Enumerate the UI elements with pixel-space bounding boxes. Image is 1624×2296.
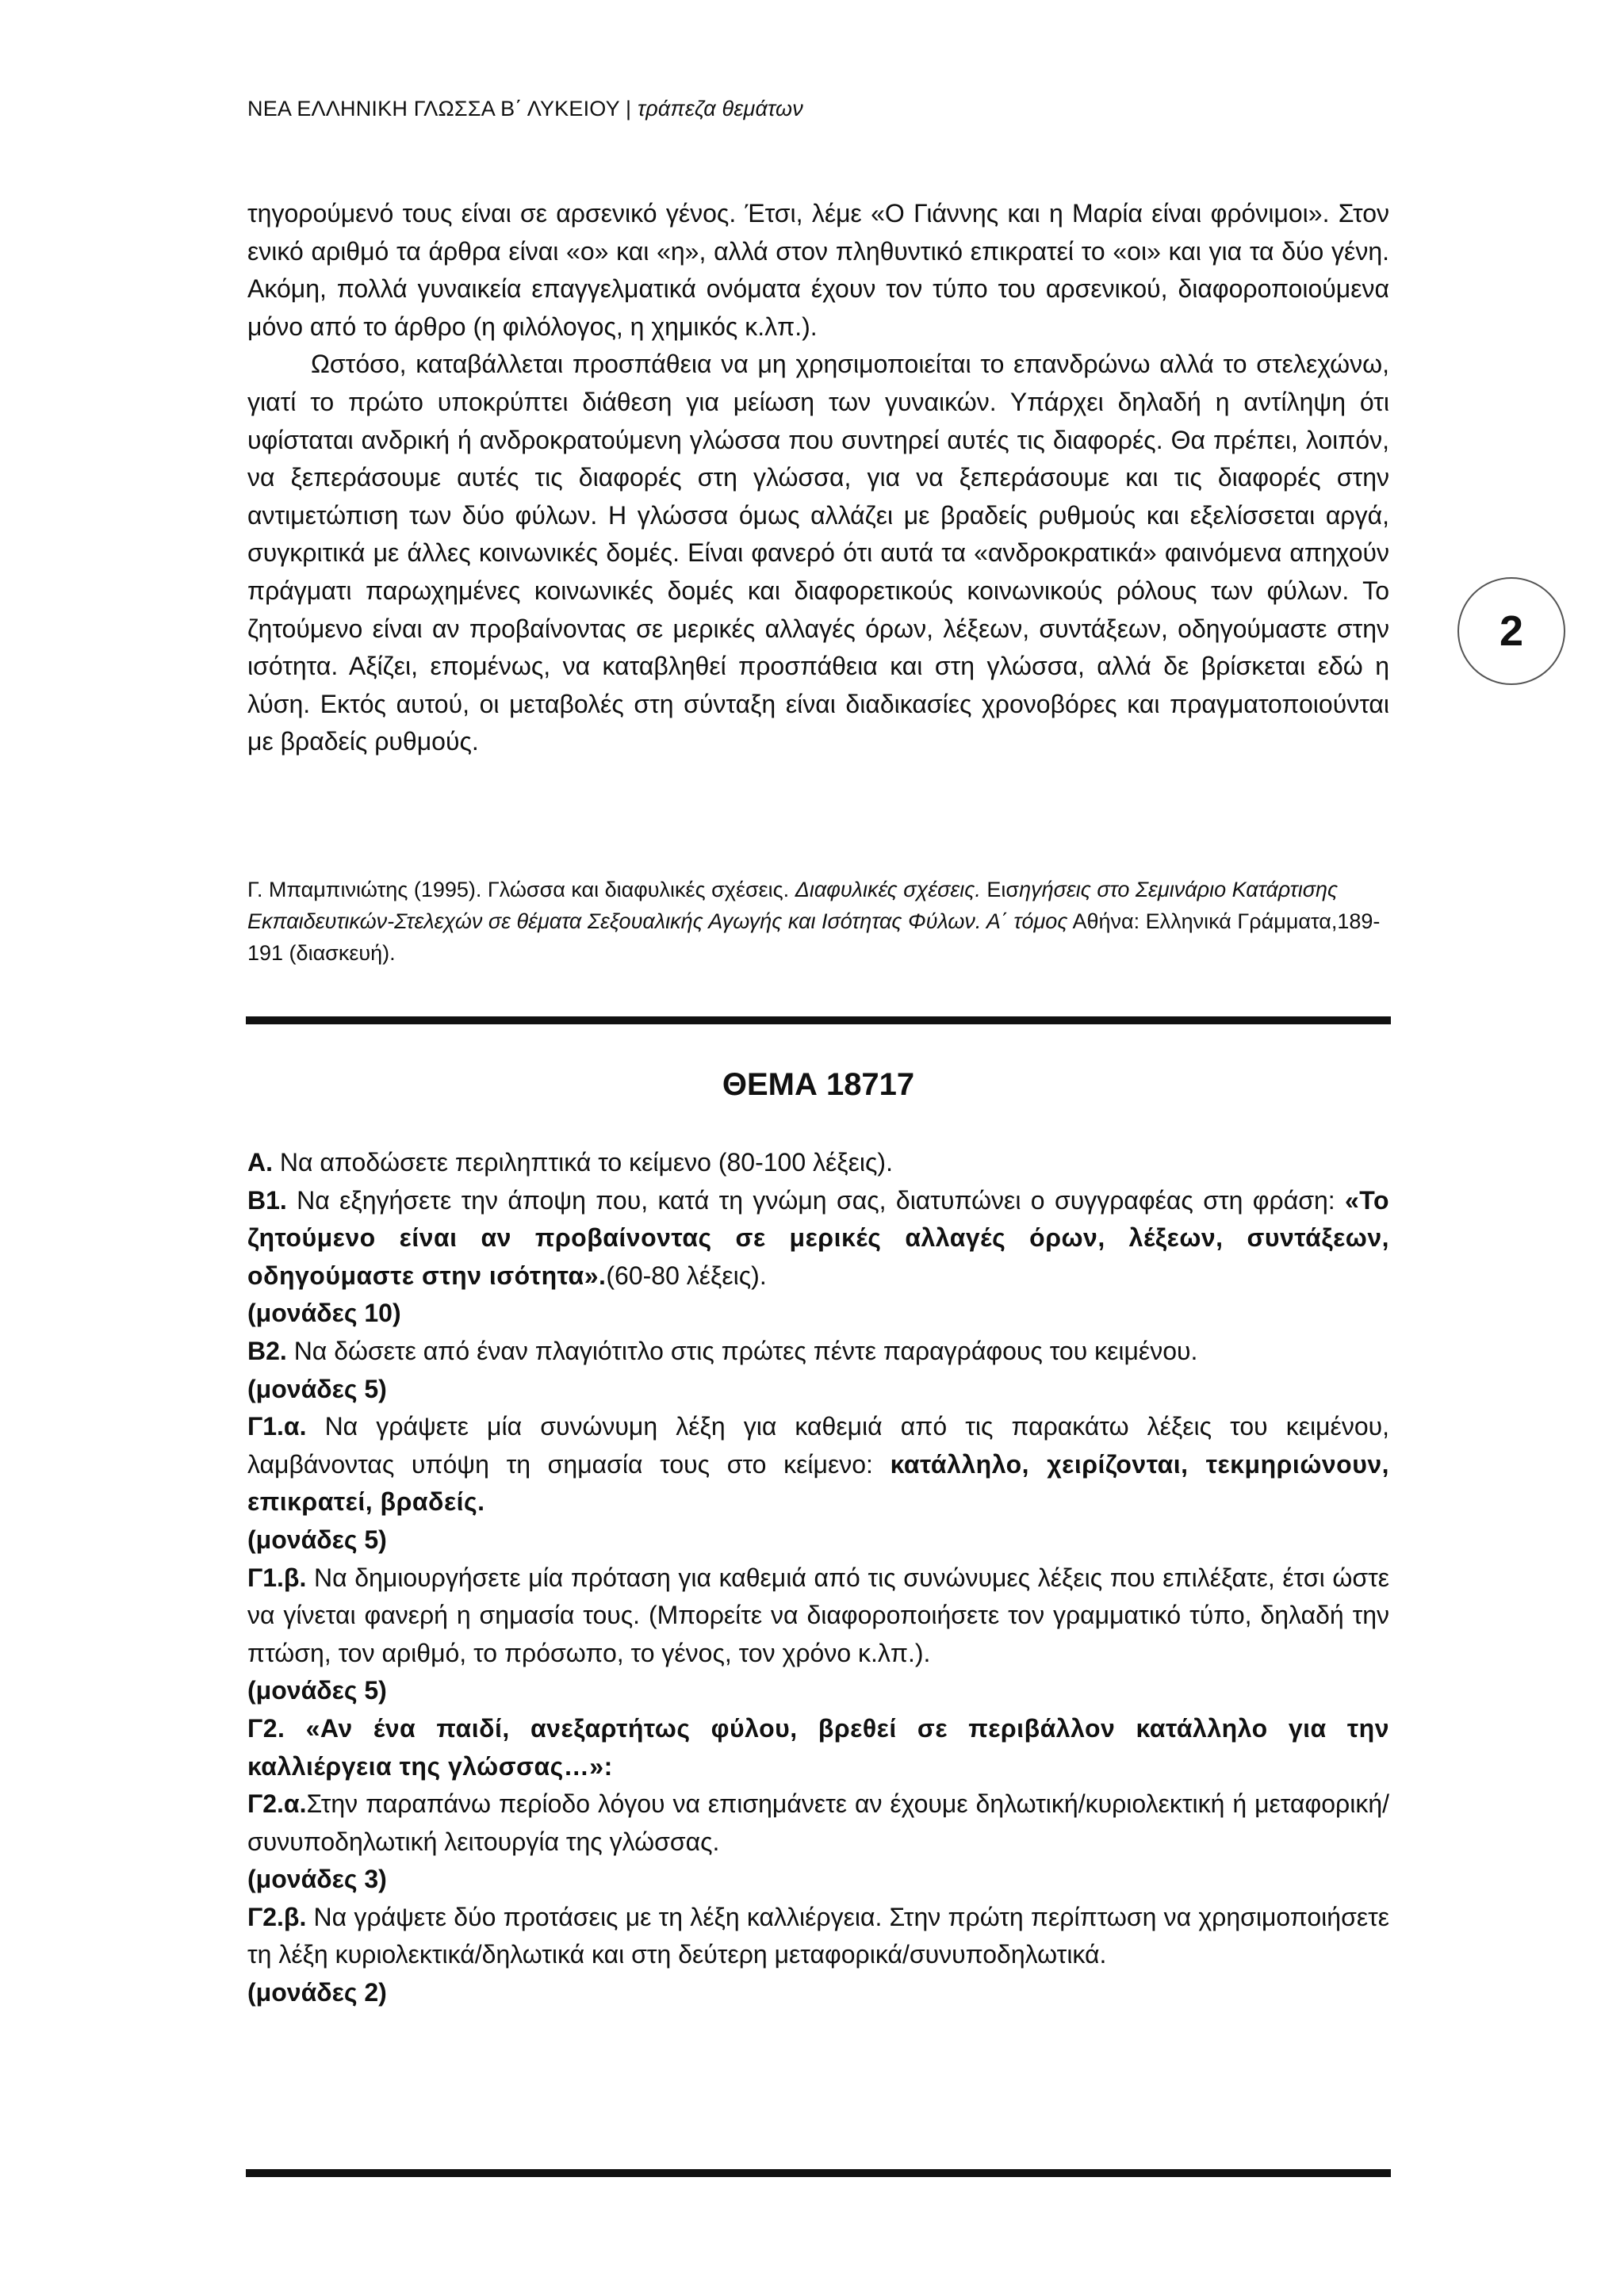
question-g1a [247, 1408, 1389, 1521]
question-g2b-label: Γ2.β. [247, 1902, 307, 1931]
source-intro: Εισ [980, 878, 1020, 901]
question-g2a-text: Στην παραπάνω περίοδο λόγου να επισημάνετε αν έχουμε δηλωτική/κυριολεκτική ή μεταφορική/συνυποδηλωτική λειτουργία της γλώσσας. [247, 1789, 1389, 1856]
question-g2 [247, 1710, 1389, 1785]
question-b1-label: Β1. [247, 1185, 287, 1215]
article-body [247, 195, 1389, 761]
question-g1a-words: κατάλληλο, χειρίζονται, τεκμηριώνουν, επικρατεί, βραδείς. [247, 1449, 1390, 1517]
marks-g2a: (μονάδες 3) [247, 1865, 387, 1894]
marks-b2: (μονάδες 5) [247, 1374, 387, 1403]
source-series: ηγήσεις στο Σεμινάριο Κατάρτισης Εκπαιδευτικών-Στελεχών σε θέματα Σεξουαλικής Αγωγής και Ισότητας Φύλων. Α΄ τόμος [247, 878, 1339, 933]
divider-bottom [246, 2169, 1391, 2177]
question-a [247, 1144, 1389, 1182]
header-title: ΝΕΑ ΕΛΛΗΝΙΚΗ ΓΛΩΣΣΑ Β΄ ΛΥΚΕΙΟΥ | [247, 97, 638, 121]
question-g1a-text: Να γράψετε μία συνώνυμη λέξη για καθεμιά από τις παρακάτω λέξεις του κειμένου, λαμβάνοντας υπόψη τη σημασία τους στο κείμενο: [247, 1412, 1389, 1479]
paragraph-2: Ωστόσο, καταβάλλεται προσπάθεια να μη χρησιμοποιείται το επανδρώνω αλλά το στελεχώνω, γιατί το πρώτο υποκρύπτει διάθεση για μείωση των γυναικών. Υπάρχει δηλαδή η αντίληψη ότι υφίσταται ανδρική ή ανδροκρατούμενη γλώσσα που συντηρεί αυτές τις διαφορές. Θα πρέπει, λοιπόν, να ξεπεράσουμε αυτές τις διαφορές στη γλώσσα, για να ξεπεράσουμε και τις διαφορές στην αντιμετώπιση των δύο φύλων. Η γλώσσα όμως αλλάζει με βραδείς ρυθμούς και εξελίσσεται αργά, συγκριτικά με άλλες κοινωνικές δομές. Είναι φανερό ότι αυτά τα «ανδροκρατικά» φαινόμενα απηχούν πράγματι παρωχημένες κοινωνικές δομές και διαφορετικούς κοινωνικούς ρόλους των φύλων. Το ζητούμενο είναι αν προβαίνοντας σε μερικές αλλαγές όρων, λέξεων, συντάξεων, οδηγούμαστε στην ισότητα. Αξίζει, επομένως, να καταβληθεί προσπάθεια και στη γλώσσα, αλλά δε βρίσκεται εδώ η λύση. Εκτός αυτού, οι μεταβολές στη σύνταξη είναι διαδικασίες χρονοβόρες και πραγματοποιούνται με βραδείς ρυθμούς. [247, 350, 1389, 756]
question-g2-label: Γ2. [247, 1713, 285, 1743]
marks-g1b: (μονάδες 5) [247, 1676, 387, 1705]
question-b1-quote: «Το ζητούμενο είναι αν προβαίνοντας σε μερικές αλλαγές όρων, λέξεων, συντάξεων, οδηγούμαστε στην ισότητα». [247, 1185, 1389, 1290]
question-a-text: Να αποδώσετε περιληπτικά το κείμενο (80-100 λέξεις). [273, 1148, 893, 1177]
page-header [247, 97, 803, 121]
question-g2a-label: Γ2.α. [247, 1789, 307, 1819]
marks-b1: (μονάδες 10) [247, 1299, 401, 1328]
paragraph-1: τηγορούμενό τους είναι σε αρσενικό γένος. Έτσι, λέμε «Ο Γιάννης και η Μαρία είναι φρόνιμοι». Στον ενικό αριθμό τα άρθρα είναι «ο» και «η», αλλά στον πληθυντικό επικρατεί το «οι» και για τα δύο γένη. Ακόμη, πολλά γυναικεία επαγγελματικά ονόματα έχουν τον τύπο του αρσενικού, διαφοροποιούμενα μόνο από το άρθρο (η φιλόλογος, η χημικός κ.λπ.). [247, 199, 1389, 341]
question-g1a-label: Γ1.α. [247, 1412, 307, 1441]
source-citation [247, 874, 1389, 969]
page-number-badge [1457, 577, 1565, 685]
question-b1-tail: (60-80 λέξεις). [606, 1261, 767, 1290]
source-book: Διαφυλικές σχέσεις. [795, 878, 981, 901]
question-b1-text: Να εξηγήσετε την άποψη που, κατά τη γνώμη σας, διατυπώνει ο συγγραφέας στη φράση: [286, 1185, 1345, 1215]
question-g1b-label: Γ1.β. [247, 1563, 307, 1592]
question-g2a [247, 1785, 1389, 1861]
question-g1b [247, 1559, 1389, 1673]
marks-g2b: (μονάδες 2) [247, 1978, 387, 2007]
header-subtitle: τράπεζα θεμάτων [637, 97, 803, 121]
question-b1 [247, 1182, 1389, 1295]
question-b2-text: Να δώσετε από έναν πλαγιότιτλο στις πρώτες πέντε παραγράφους του κειμένου. [286, 1336, 1198, 1365]
topic-title: ΘΕΜΑ 18717 [722, 1067, 915, 1102]
question-a-label: Α. [247, 1148, 273, 1177]
question-g2b-text: Να γράψετε δύο προτάσεις με τη λέξη καλλιέργεια. Στην πρώτη περίπτωση να χρησιμοποιήσετε τη λέξη κυριολεκτικά/δηλωτικά και στη δεύτερη μεταφορικά/συνυποδηλωτικά. [247, 1902, 1389, 1969]
question-g2-text: «Αν ένα παιδί, ανεξαρτήτως φύλου, βρεθεί σε περιβάλλον κατάλληλο για την καλλιέργεια της γλώσσας…»: [247, 1713, 1389, 1781]
question-g2b [247, 1899, 1389, 1974]
source-publisher: Αθήνα: Ελληνικά Γράμματα,189-191 (διασκευή). [247, 909, 1381, 965]
question-g1b-text: Να δημιουργήσετε μία πρόταση για καθεμιά από τις συνώνυμες λέξεις που επιλέξατε, έτσι ώστε να γίνεται φανερή η σημασία τους. (Μπορείτε να διαφοροποιήσετε τον γραμματικό τύπο, δηλαδή την πτώση, τον αριθμό, το πρόσωπο, το γένος, τον χρόνο κ.λπ.). [247, 1563, 1389, 1667]
questions-section [247, 1144, 1389, 2012]
source-author: Γ. Μπαμπινιώτης (1995). Γλώσσα και διαφυλικές σχέσεις. [247, 878, 795, 901]
marks-g1a: (μονάδες 5) [247, 1525, 387, 1554]
page-number: 2 [1499, 607, 1524, 655]
divider-top [246, 1016, 1391, 1024]
question-b2 [247, 1333, 1389, 1371]
question-b2-label: Β2. [247, 1336, 287, 1365]
